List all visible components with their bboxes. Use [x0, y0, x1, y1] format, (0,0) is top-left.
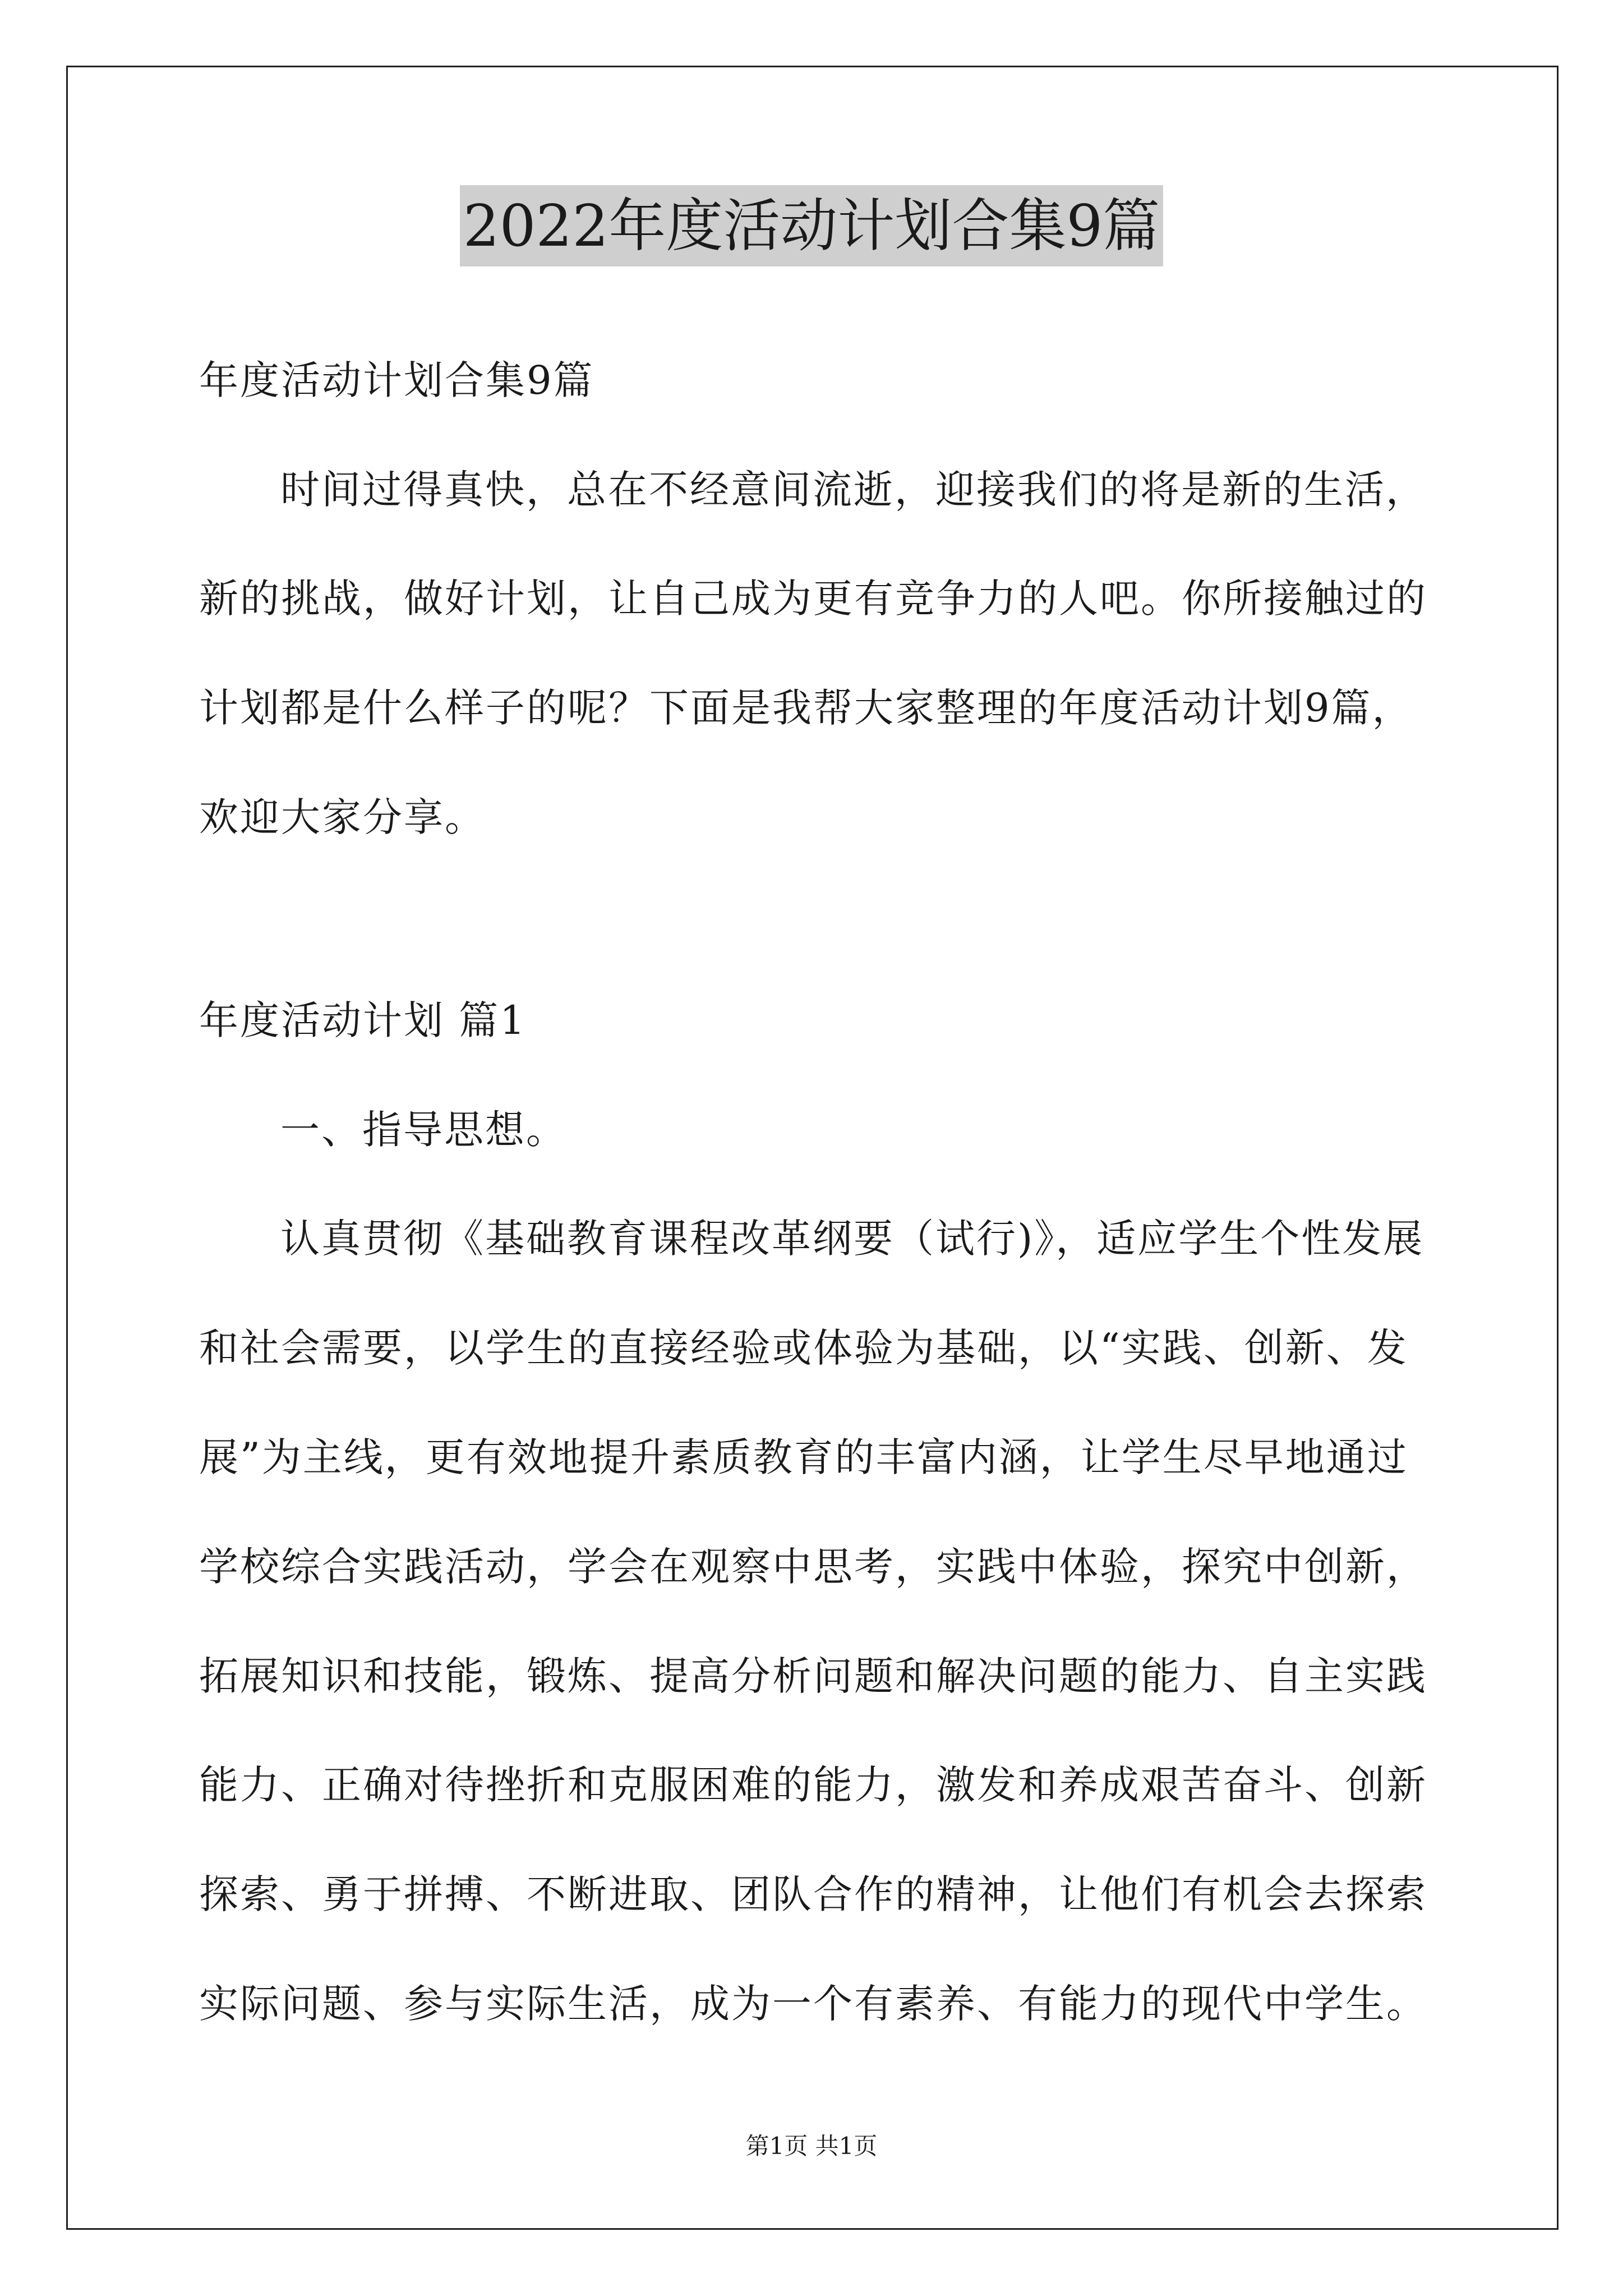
intro-line-1: 时间过得真快，总在不经意间流逝，迎接我们的将是新的生活，: [280, 467, 1427, 513]
body-line-4: 学校综合实践活动，学会在观察中思考，实践中体验，探究中创新，: [199, 1544, 1427, 1590]
body-line-3: 展”为主线，更有效地提升素质教育的丰富内涵，让学生尽早地通过: [199, 1434, 1408, 1480]
body-line-5: 拓展知识和技能，锻炼、提高分析问题和解决问题的能力、自主实践: [199, 1653, 1427, 1699]
page-number-footer: 第1页 共1页: [745, 2132, 878, 2160]
body-line-1: 认真贯彻《基础教育课程改革纲要（试行)》，适应学生个性发展: [280, 1216, 1424, 1262]
document-title: [0, 193, 1623, 260]
intro-line-4: 欢迎大家分享。: [199, 794, 486, 840]
body-line-8: 实际问题、参与实际生活，成为一个有素养、有能力的现代中学生。: [199, 1981, 1427, 2027]
intro-line-3: 计划都是什么样子的呢？下面是我帮大家整理的年度活动计划9篇，: [199, 685, 1413, 731]
document-title-text: 2022年度活动计划合集9篇: [460, 185, 1163, 266]
document-subtitle: 年度活动计划合集9篇: [199, 357, 594, 403]
section-heading: 年度活动计划 篇1: [199, 997, 527, 1043]
body-line-7: 探索、勇于拼搏、不断进取、团队合作的精神，让他们有机会去探索: [199, 1871, 1427, 1917]
body-line-2: 和社会需要，以学生的直接经验或体验为基础，以“实践、创新、发: [199, 1325, 1408, 1371]
body-line-6: 能力、正确对待挫折和克服困难的能力，激发和养成艰苦奋斗、创新: [199, 1762, 1427, 1808]
intro-line-2: 新的挑战，做好计划，让自己成为更有竞争力的人吧。你所接触过的: [199, 576, 1427, 622]
section-subheading: 一、指导思想。: [280, 1107, 567, 1153]
